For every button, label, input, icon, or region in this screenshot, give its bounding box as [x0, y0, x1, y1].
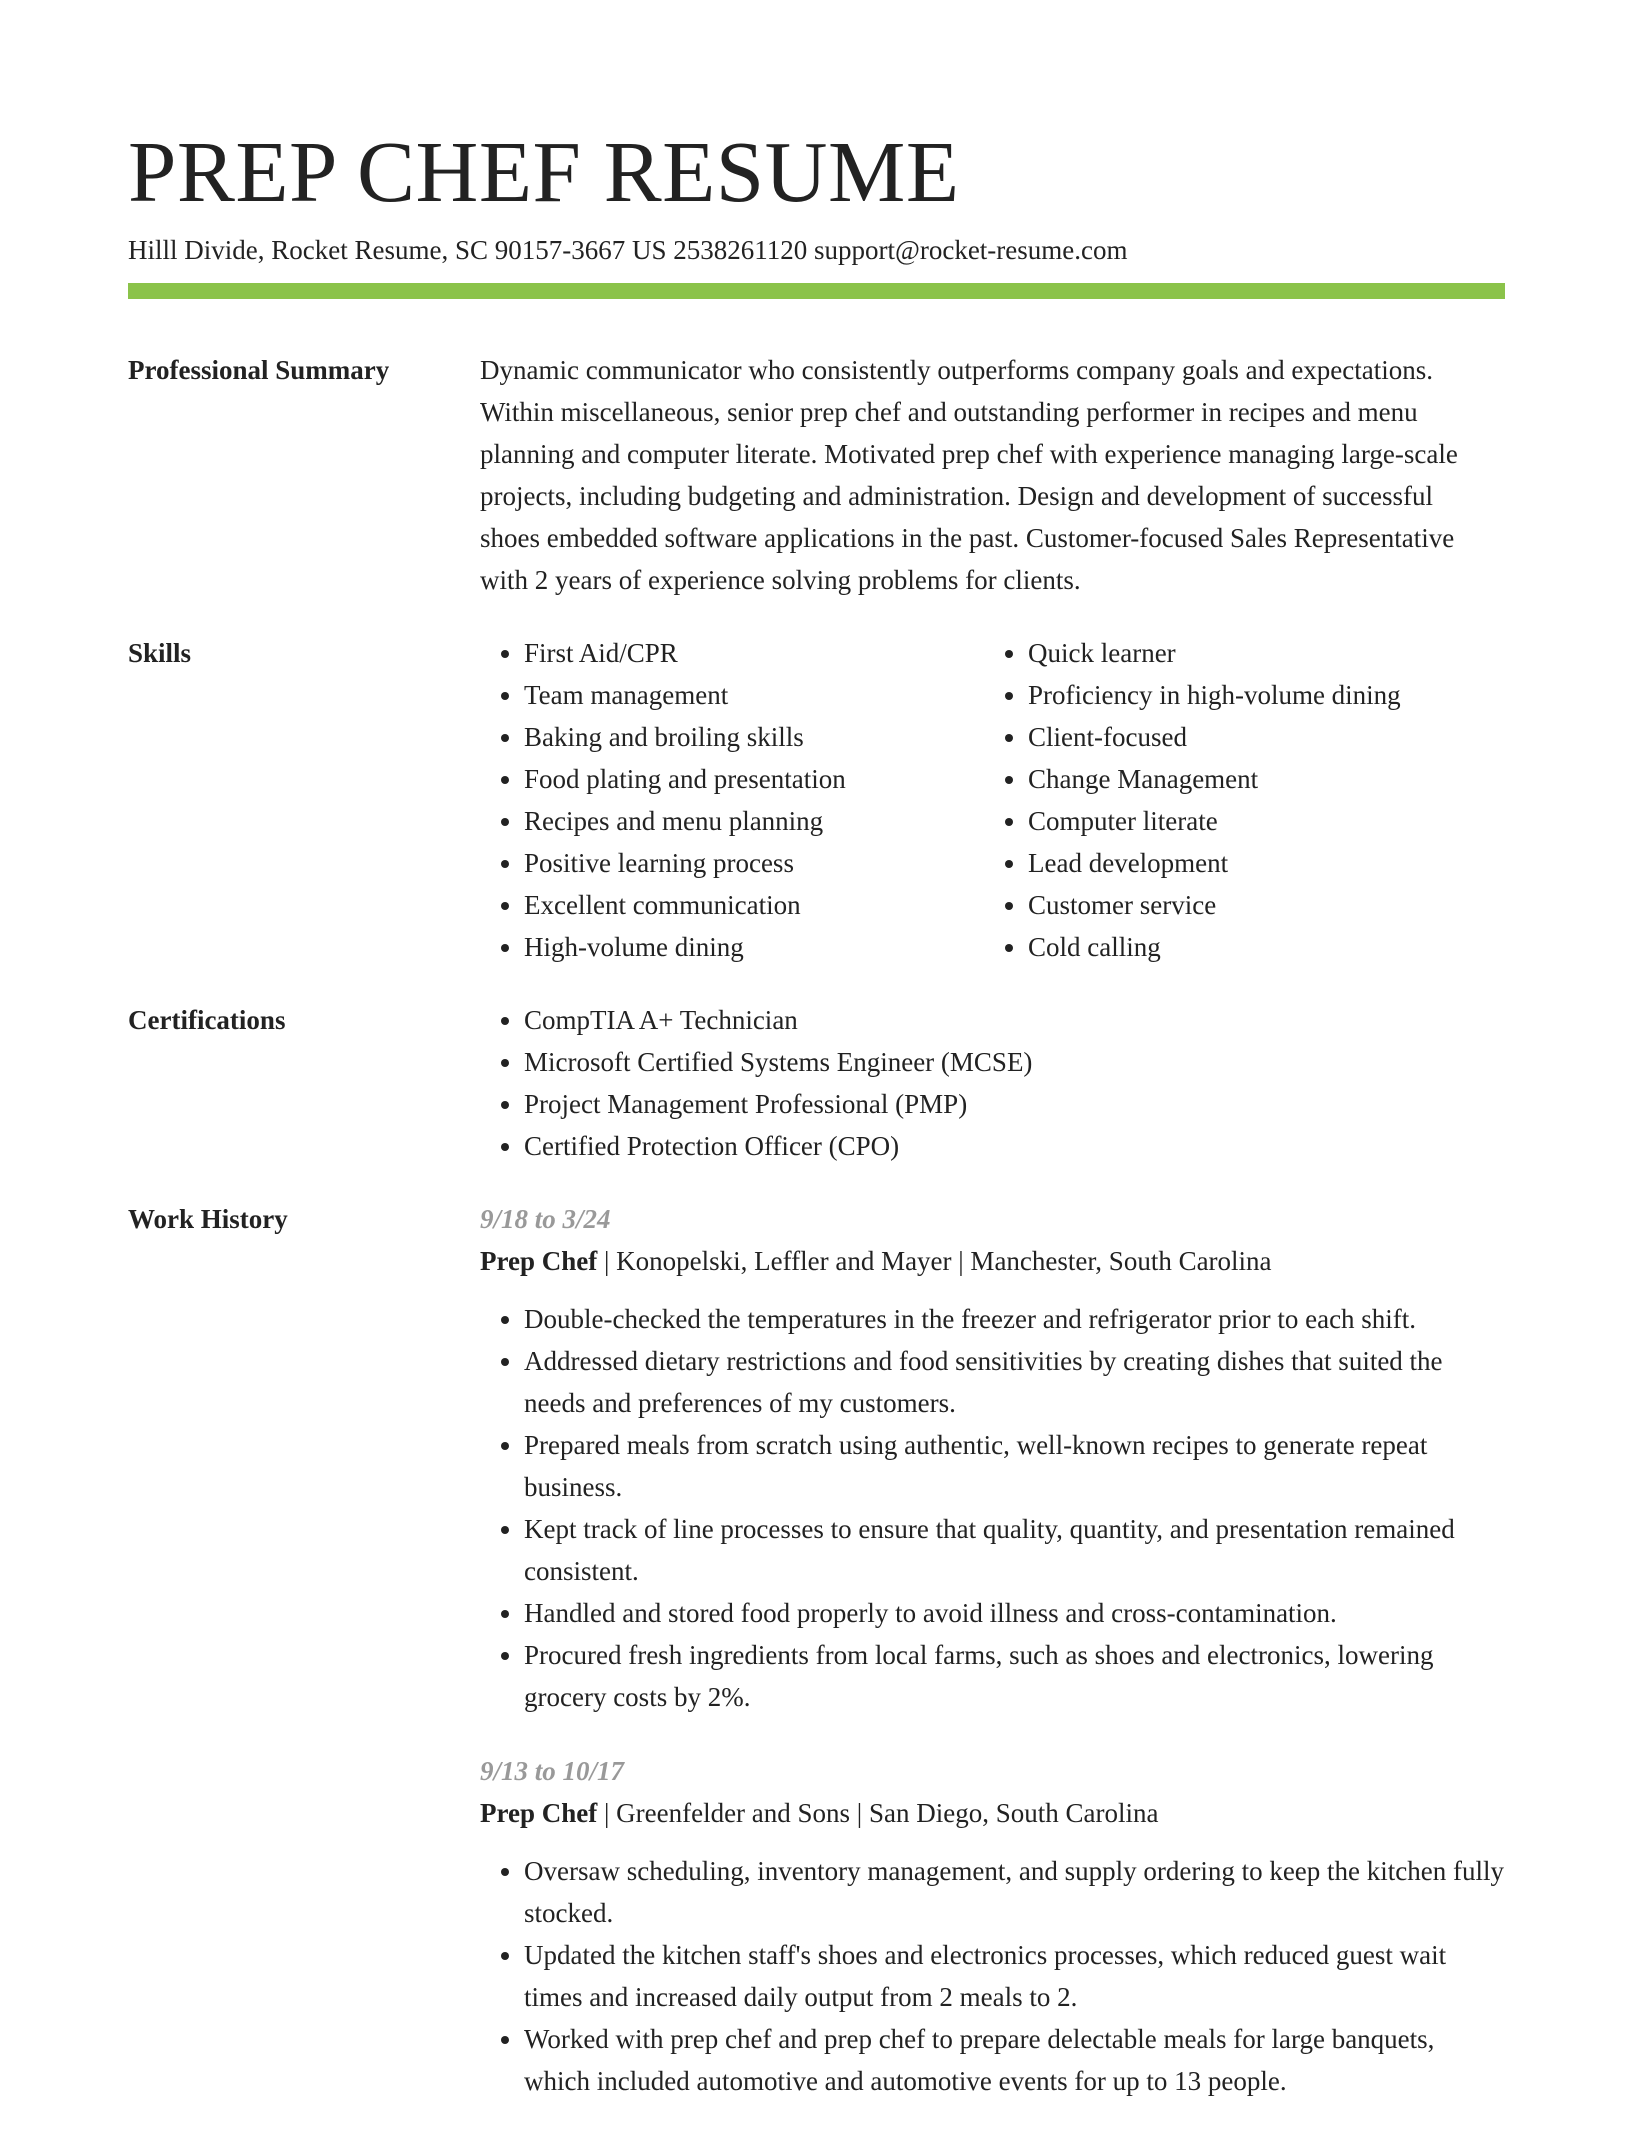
skill-item: • Computer literate	[1028, 800, 1505, 842]
job-duty-item: • Double-checked the temperatures in the freezer and refrigerator prior to each shift.	[524, 1298, 1505, 1340]
contact-line: Hilll Divide, Rocket Resume, SC 90157-3667 US 2538261120 support@rocket-resume.com	[128, 235, 1128, 265]
job-duty-item: • Oversaw scheduling, inventory management, and supply ordering to keep the kitchen fully stocked.	[524, 1850, 1505, 1934]
job-duty-item: • Worked with prep chef and prep chef to prepare delectable meals for large banquets, which included automotive and automotive events for up to 13 people.	[524, 2018, 1505, 2102]
skill-item: • Change Management	[1028, 758, 1505, 800]
resume-title: PREP CHEF RESUME	[128, 123, 960, 220]
job-duty-item: • Updated the kitchen staff's shoes and electronics processes, which reduced guest wait times and increased daily output from 2 meals to 2.	[524, 1934, 1505, 2018]
job-duty-item: • Handled and stored food properly to avoid illness and cross-contamination.	[524, 1592, 1505, 1634]
summary-body	[480, 349, 1505, 601]
skills-list-left	[480, 632, 984, 968]
accent-divider	[128, 283, 1505, 299]
skill-item: • Lead development	[1028, 842, 1505, 884]
skill-item: • Team management	[524, 674, 984, 716]
resume-page	[128, 0, 1505, 2134]
skills-column-right	[984, 632, 1505, 968]
skill-item: • Cold calling	[1028, 926, 1505, 968]
skill-item: • Excellent communication	[524, 884, 984, 926]
work-history-section	[128, 1198, 1505, 2134]
skill-item: • Quick learner	[1028, 632, 1505, 674]
work-history-body	[480, 1198, 1505, 2134]
skill-item: • Baking and broiling skills	[524, 716, 984, 758]
job-dates: 9/13 to 10/17	[480, 1756, 625, 1786]
certifications-list	[480, 999, 1505, 1167]
certification-item: • CompTIA A+ Technician	[524, 999, 1505, 1041]
skill-item: • High-volume dining	[524, 926, 984, 968]
job-duty-item: • Kept track of line processes to ensure that quality, quantity, and presentation remained consistent.	[524, 1508, 1505, 1592]
summary-text: Dynamic communicator who consistently outperforms company goals and expectations. Within miscellaneous, senior prep chef and outstanding performer in recipes and menu planning and computer literate. Motivated prep chef with experience managing large-scale projects, including budgeting and administration. Design and development of successful shoes embedded software applications in the past. Customer-focused Sales Representative with 2 years of experience solving problems for clients.	[480, 355, 1458, 595]
skill-item: • Client-focused	[1028, 716, 1505, 758]
skill-item: • First Aid/CPR	[524, 632, 984, 674]
job-heading	[480, 1792, 1505, 1834]
skill-item: • Proficiency in high-volume dining	[1028, 674, 1505, 716]
summary-heading: Professional Summary	[128, 355, 390, 385]
job-employer-location: | Greenfelder and Sons | San Diego, South Carolina	[597, 1798, 1159, 1828]
skills-section	[128, 632, 1505, 968]
job-employer-location: | Konopelski, Leffler and Mayer | Manchester, South Carolina	[597, 1246, 1272, 1276]
job-duty-item: • Procured fresh ingredients from local farms, such as shoes and electronics, lowering grocery costs by 2%.	[524, 1634, 1505, 1718]
certifications-heading: Certifications	[128, 1005, 286, 1035]
job-dates: 9/18 to 3/24	[480, 1204, 611, 1234]
job-title: Prep Chef	[480, 1798, 598, 1828]
job-duty-item: • Prepared meals from scratch using authentic, well-known recipes to generate repeat business.	[524, 1424, 1505, 1508]
job-title: Prep Chef	[480, 1246, 598, 1276]
job-duties-list	[480, 1298, 1505, 1718]
job-entry	[480, 1198, 1505, 1718]
skills-heading: Skills	[128, 638, 192, 668]
certification-item: • Certified Protection Officer (CPO)	[524, 1125, 1505, 1167]
skill-item: • Customer service	[1028, 884, 1505, 926]
job-heading	[480, 1240, 1505, 1282]
skill-item: • Positive learning process	[524, 842, 984, 884]
certifications-body	[480, 999, 1505, 1167]
work-history-heading: Work History	[128, 1204, 288, 1234]
job-entry	[480, 1750, 1505, 2102]
skills-list-right	[984, 632, 1505, 968]
job-duty-item: • Addressed dietary restrictions and food sensitivities by creating dishes that suited the needs and preferences of my customers.	[524, 1340, 1505, 1424]
certification-item: • Microsoft Certified Systems Engineer (MCSE)	[524, 1041, 1505, 1083]
skill-item: • Food plating and presentation	[524, 758, 984, 800]
skills-column-left	[480, 632, 984, 968]
skill-item: • Recipes and menu planning	[524, 800, 984, 842]
job-duties-list	[480, 1850, 1505, 2102]
certifications-section	[128, 999, 1505, 1167]
skills-body	[480, 632, 1505, 968]
certification-item: • Project Management Professional (PMP)	[524, 1083, 1505, 1125]
summary-section	[128, 349, 1505, 601]
